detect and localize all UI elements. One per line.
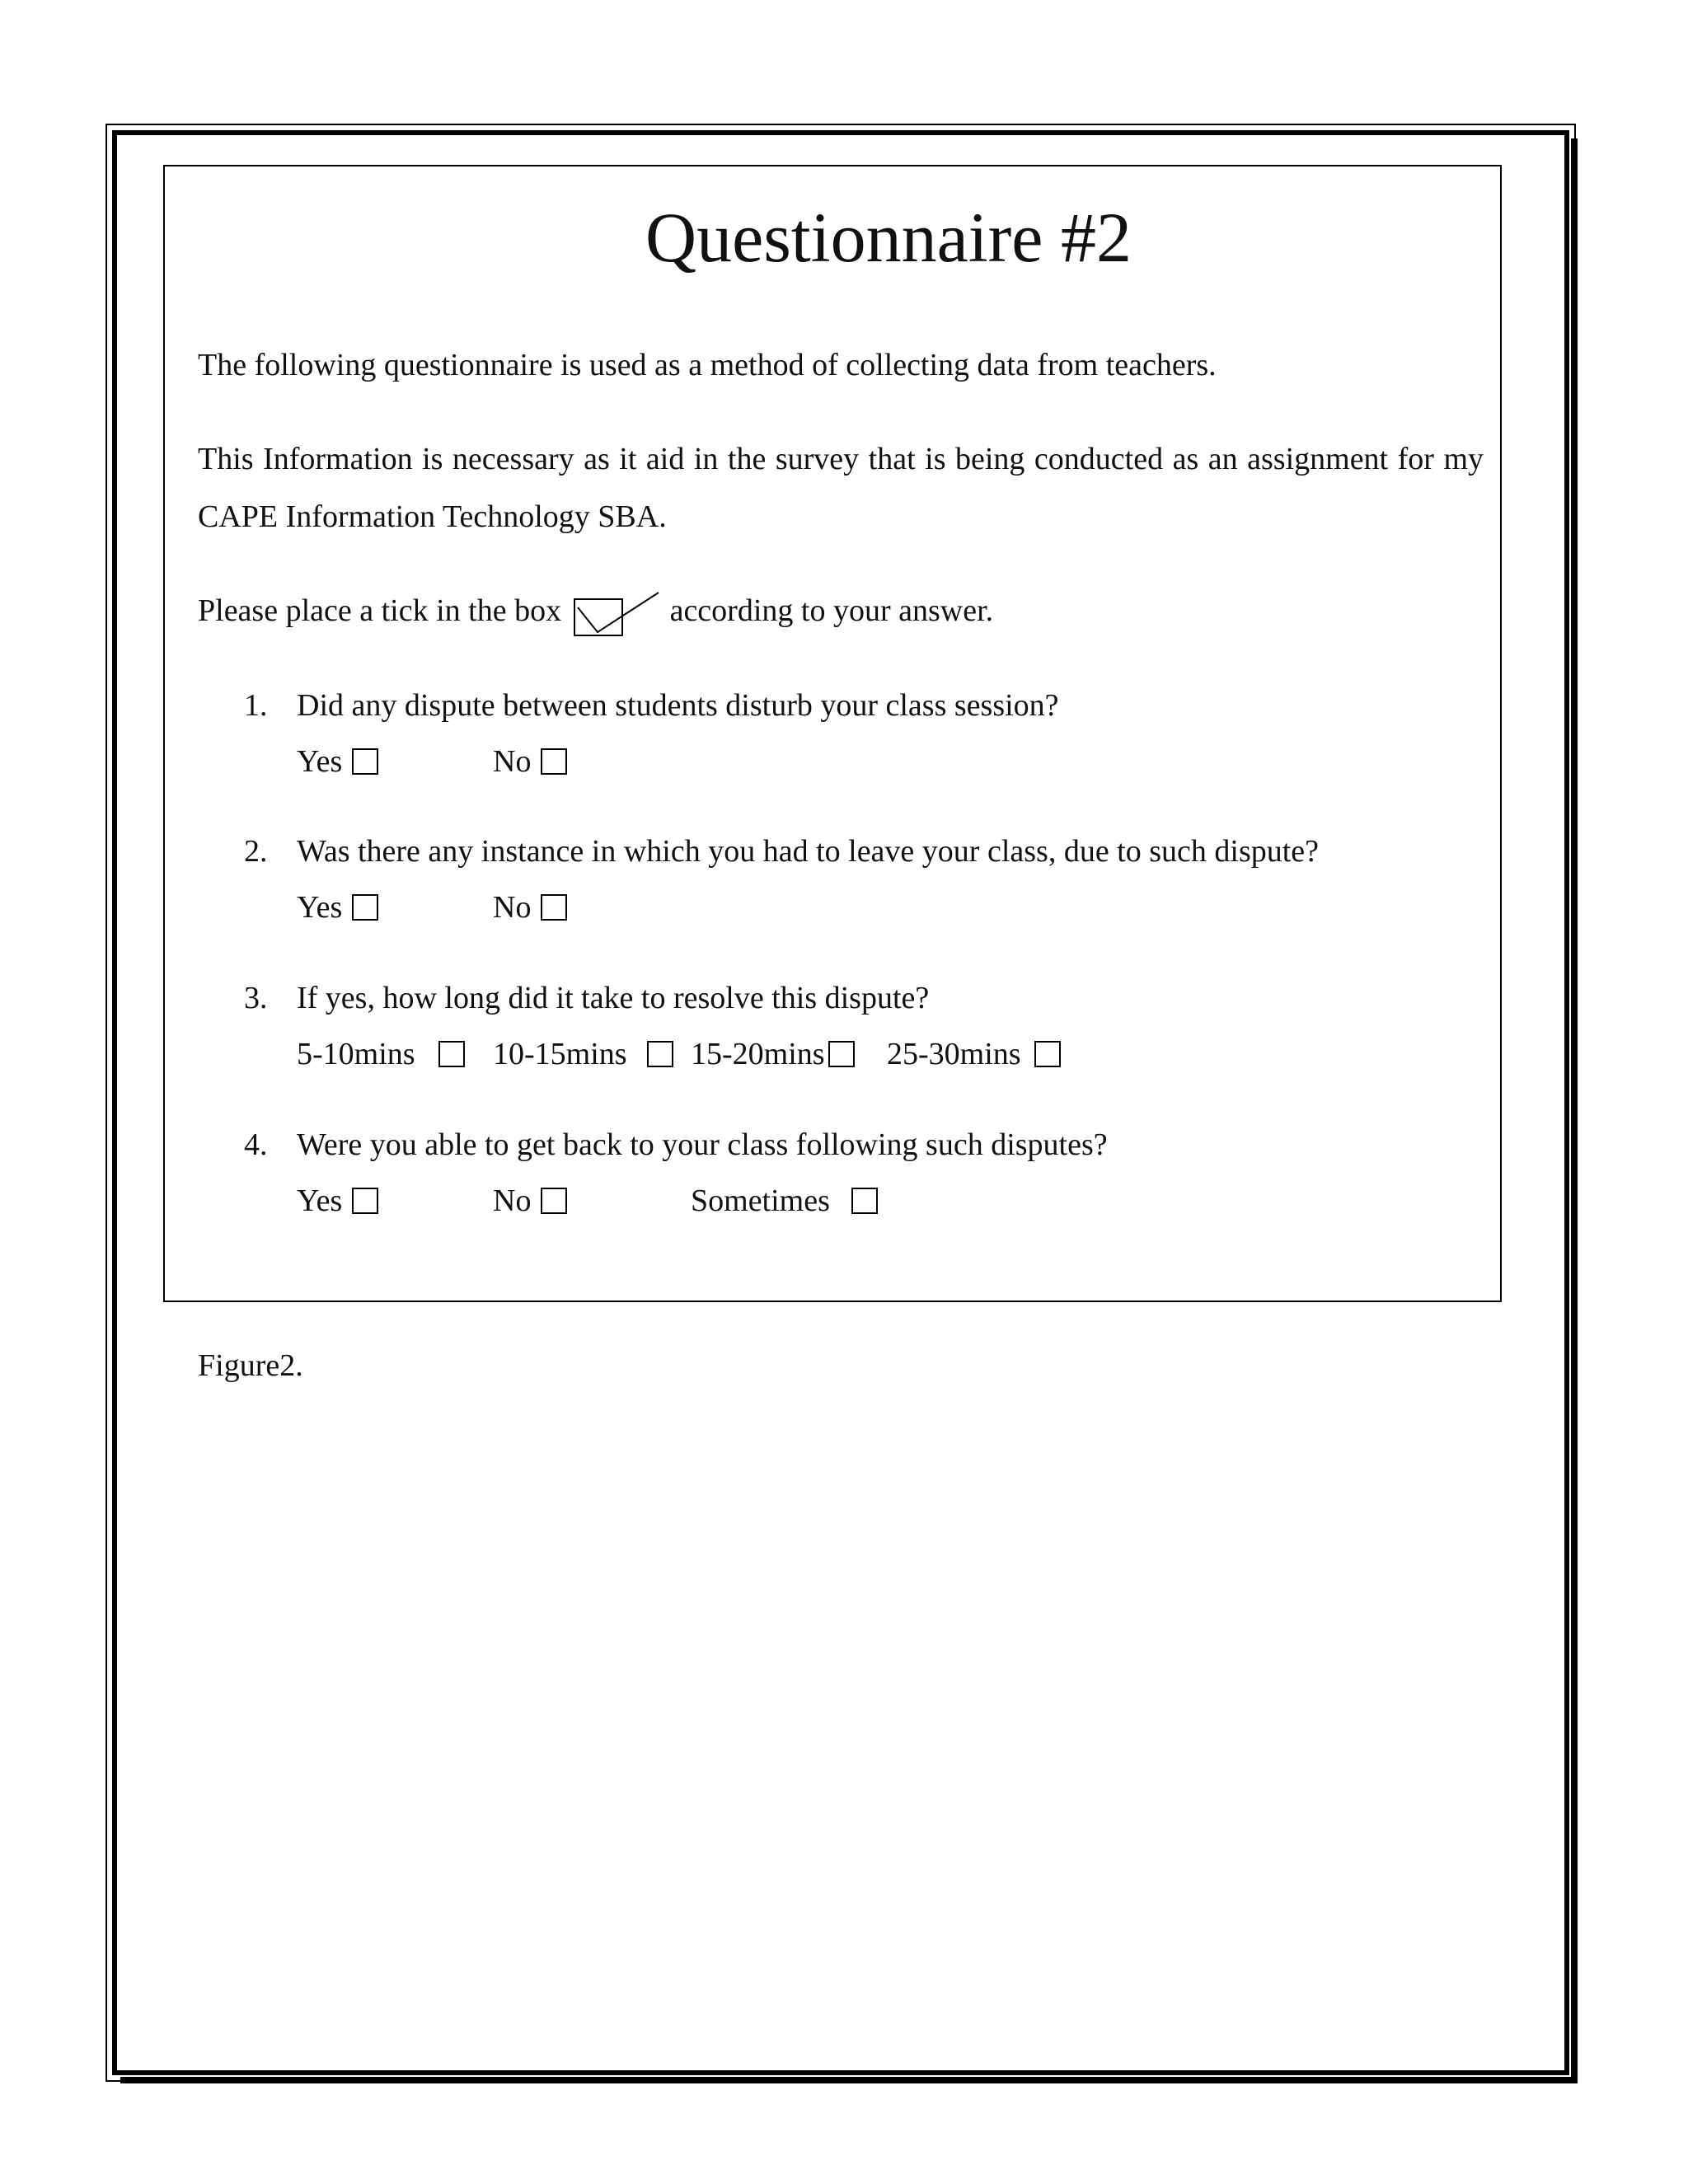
checkbox[interactable] (1034, 1041, 1061, 1067)
tick-box-icon (573, 594, 655, 632)
instruction-after: according to your answer. (669, 593, 994, 628)
q3-option-25-30[interactable]: 25-30mins (887, 1033, 1061, 1075)
info-text: This Information is necessary as it aid in the survey that is being conducted as an assignment for my CAPE Information Technology SBA. (198, 442, 1484, 534)
q4-option-yes[interactable]: Yes (297, 1180, 378, 1221)
question-3-number: 3. (244, 981, 268, 1015)
checkbox[interactable] (541, 894, 567, 921)
checkbox[interactable] (352, 748, 378, 775)
q3-option-15-20[interactable]: 15-20mins (691, 1033, 855, 1075)
checkbox[interactable] (828, 1041, 855, 1067)
intro-text: The following questionnaire is used as a method of collecting data from teachers. (198, 348, 1217, 382)
question-4-text: Were you able to get back to your class following such disputes? (297, 1127, 1108, 1162)
instruction-before: Please place a tick in the box (198, 593, 562, 628)
question-1-number: 1. (244, 688, 268, 723)
checkbox[interactable] (541, 1188, 567, 1214)
checkbox[interactable] (352, 894, 378, 921)
q1-option-yes[interactable]: Yes (297, 741, 378, 782)
q1-option-no[interactable]: No (493, 741, 567, 782)
instruction-line (198, 582, 1484, 640)
figure-caption: Figure2. (198, 1348, 303, 1383)
questionnaire-title: Questionnaire #2 (645, 198, 1132, 277)
q3-option-10-15[interactable]: 10-15mins (493, 1033, 673, 1075)
checkbox[interactable] (647, 1041, 673, 1067)
checkbox[interactable] (851, 1188, 878, 1214)
q3-option-5-10[interactable]: 5-10mins (297, 1033, 465, 1075)
q2-option-no[interactable]: No (493, 887, 567, 928)
checkbox[interactable] (352, 1188, 378, 1214)
question-2-number: 2. (244, 834, 268, 869)
checkbox[interactable] (541, 748, 567, 775)
question-2-text: Was there any instance in which you had to leave your class, due to such dispute? (297, 834, 1320, 869)
question-3-text: If yes, how long did it take to resolve this dispute? (297, 981, 930, 1015)
q2-option-yes[interactable]: Yes (297, 887, 378, 928)
q4-option-no[interactable]: No (493, 1180, 567, 1221)
question-4-number: 4. (244, 1127, 268, 1162)
q4-option-sometimes[interactable]: Sometimes (691, 1180, 878, 1221)
question-1-text: Did any dispute between students disturb your class session? (297, 688, 1059, 723)
checkbox[interactable] (438, 1041, 465, 1067)
